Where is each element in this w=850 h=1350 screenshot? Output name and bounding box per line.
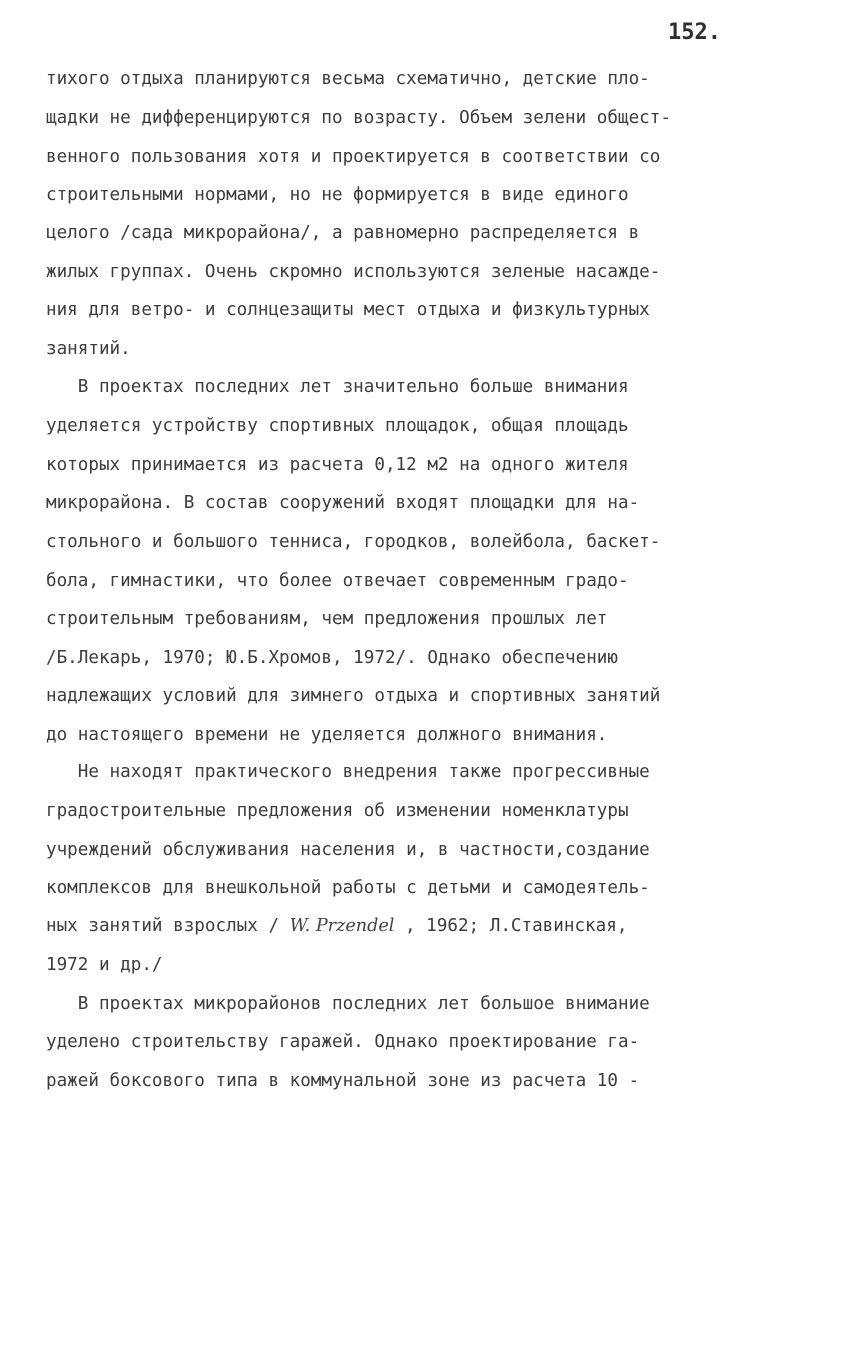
text-line: щадки не дифференцируются по возрасту. Объем зелени общест- — [46, 108, 671, 128]
text-line: жилых группах. Очень скромно используются зеленые насажде- — [46, 262, 661, 282]
text-line: строительным требованиям, чем предложения прошлых лет — [46, 609, 608, 629]
text-line: целого /сада микрорайона/, а равномерно распределяется в — [46, 223, 640, 243]
text-line: тихого отдыха планируются весьма схематично, детские пло- — [46, 69, 650, 89]
text-line: учреждений обслуживания населения и, в частности,создание — [46, 840, 650, 860]
page-number: 152. — [668, 20, 721, 45]
text-line: венного пользования хотя и проектируется в соответствии со — [46, 147, 661, 167]
text-line: стольного и большого тенниса, городков, волейбола, баскет- — [46, 532, 661, 552]
text-line: микрорайона. В состав сооружений входят площадки для на- — [46, 493, 640, 513]
text-line: уделено строительству гаражей. Однако проектирование га- — [46, 1032, 640, 1052]
text-segment: ных занятий взрослых / — [46, 916, 290, 936]
text-line: 1972 и др./ — [46, 955, 163, 975]
text-line: /Б.Лекарь, 1970; Ю.Б.Хромов, 1972/. Однако обеспечению — [46, 648, 618, 668]
text-line: бола, гимнастики, что более отвечает современным градо- — [46, 571, 629, 591]
text-line: которых принимается из расчета 0,12 м2 на одного жителя — [46, 455, 629, 475]
text-line: комплексов для внешкольной работы с детьми и самодеятель- — [46, 878, 650, 898]
text-line-with-handwriting — [46, 914, 627, 938]
text-line: градостроительные предложения об изменении номенклатуры — [46, 801, 629, 821]
text-line: Не находят практического внедрения также прогрессивные — [46, 762, 650, 782]
text-line: ражей боксового типа в коммунальной зоне из расчета 10 - — [46, 1071, 640, 1091]
text-line: надлежащих условий для зимнего отдыха и спортивных занятий — [46, 686, 661, 706]
text-line: уделяется устройству спортивных площадок, общая площадь — [46, 416, 629, 436]
text-line: занятий. — [46, 339, 131, 359]
text-line: до настоящего времени не уделяется должного внимания. — [46, 725, 608, 745]
text-line: ния для ветро- и солнцезащиты мест отдыха и физкультурных — [46, 300, 650, 320]
handwritten-author-name: W. Przendel — [289, 916, 395, 936]
text-segment: , 1962; Л.Ставинская, — [394, 916, 628, 936]
text-line: В проектах микрорайонов последних лет большое внимание — [46, 994, 650, 1014]
text-line: строительными нормами, но не формируется в виде единого — [46, 185, 629, 205]
text-line: В проектах последних лет значительно больше внимания — [46, 377, 629, 397]
